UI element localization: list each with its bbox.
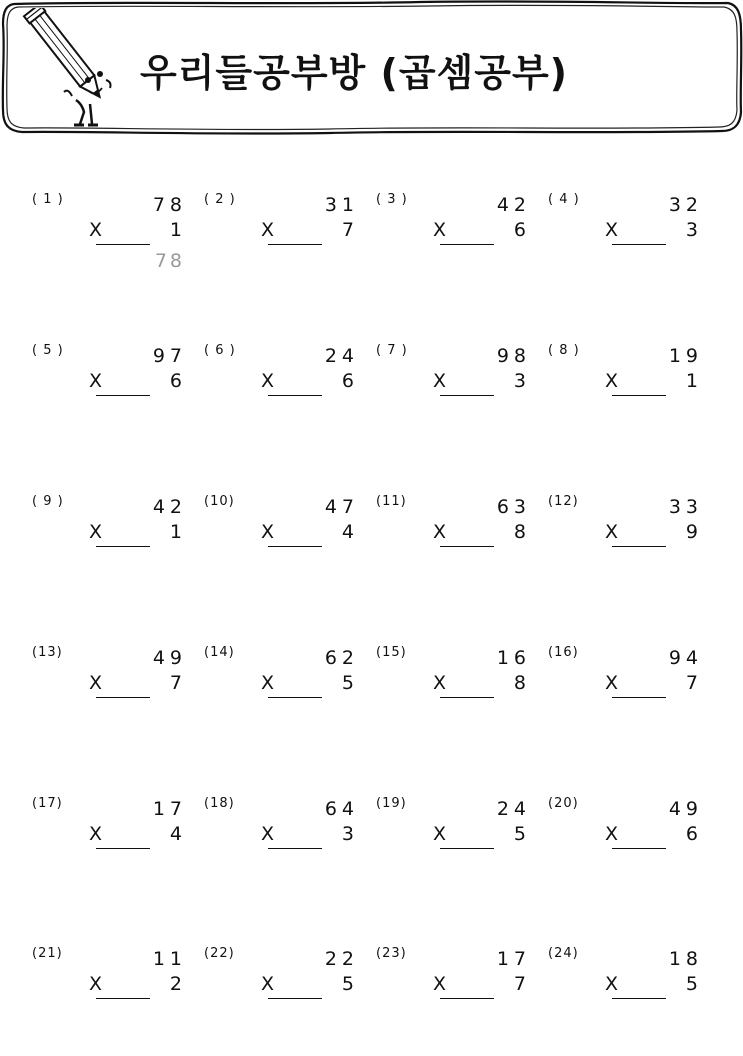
multiplicand: 19 — [668, 345, 703, 367]
multiply-sign: X — [433, 973, 447, 995]
problem-item — [548, 494, 718, 604]
problem-number: (23) — [376, 946, 407, 961]
multiply-sign: X — [605, 973, 619, 995]
problem-item — [548, 946, 718, 1056]
multiplier: 6 — [169, 370, 182, 392]
problem-number: (12) — [548, 494, 579, 509]
problem-item — [376, 343, 546, 453]
multiply-sign: X — [89, 973, 103, 995]
multiplier: 5 — [513, 823, 526, 845]
multiplicand: 64 — [324, 798, 359, 820]
multiply-sign: X — [89, 219, 103, 241]
problem-number: (17) — [32, 796, 63, 811]
multiplier: 3 — [685, 219, 698, 241]
multiplier: 5 — [341, 973, 354, 995]
answer-line — [612, 998, 666, 999]
problem-number: (16) — [548, 645, 579, 660]
multiply-sign: X — [605, 672, 619, 694]
multiplicand: 33 — [668, 496, 703, 518]
problem-number: ( 1 ) — [32, 192, 64, 207]
problem-item — [32, 946, 202, 1056]
multiplicand: 49 — [152, 647, 187, 669]
multiply-sign: X — [605, 219, 619, 241]
problem-number: ( 7 ) — [376, 343, 408, 358]
answer-field[interactable]: 78 — [154, 250, 185, 272]
problem-number: (19) — [376, 796, 407, 811]
problem-item — [204, 192, 374, 302]
problem-item — [204, 645, 374, 755]
multiply-sign: X — [89, 823, 103, 845]
multiplicand: 32 — [668, 194, 703, 216]
problem-number: (14) — [204, 645, 235, 660]
problem-item — [376, 645, 546, 755]
page-title: 우리들공부방 (곱셈공부) — [140, 51, 569, 95]
multiplicand: 78 — [152, 194, 187, 216]
multiplicand: 42 — [152, 496, 187, 518]
problem-item — [32, 343, 202, 453]
answer-line — [96, 848, 150, 849]
problem-item — [204, 343, 374, 453]
problem-number: (10) — [204, 494, 235, 509]
multiplier: 8 — [513, 521, 526, 543]
problem-number: ( 2 ) — [204, 192, 236, 207]
answer-line — [96, 998, 150, 999]
answer-line — [268, 395, 322, 396]
multiplicand: 24 — [324, 345, 359, 367]
multiply-sign: X — [605, 823, 619, 845]
multiplier: 5 — [685, 973, 698, 995]
problem-number: (11) — [376, 494, 407, 509]
multiplier: 4 — [341, 521, 354, 543]
multiplicand: 49 — [668, 798, 703, 820]
multiplier: 7 — [513, 973, 526, 995]
answer-line — [612, 244, 666, 245]
problem-number: ( 5 ) — [32, 343, 64, 358]
answer-line — [440, 848, 494, 849]
answer-line — [440, 697, 494, 698]
answer-line — [268, 546, 322, 547]
answer-line — [96, 244, 150, 245]
problem-item — [32, 645, 202, 755]
answer-line — [268, 244, 322, 245]
answer-line — [612, 697, 666, 698]
problem-item — [204, 946, 374, 1056]
problem-number: (18) — [204, 796, 235, 811]
multiply-sign: X — [605, 370, 619, 392]
problem-number: (24) — [548, 946, 579, 961]
problem-item — [32, 192, 202, 302]
answer-line — [268, 848, 322, 849]
answer-line — [440, 998, 494, 999]
answer-line — [96, 546, 150, 547]
multiplier: 1 — [685, 370, 698, 392]
answer-line — [268, 998, 322, 999]
multiplier: 1 — [169, 219, 182, 241]
problem-item — [376, 494, 546, 604]
problem-number: (13) — [32, 645, 63, 660]
answer-line — [612, 395, 666, 396]
multiplier: 6 — [341, 370, 354, 392]
problem-item — [32, 796, 202, 906]
multiplier: 6 — [685, 823, 698, 845]
multiplier: 3 — [341, 823, 354, 845]
multiply-sign: X — [89, 370, 103, 392]
problem-number: ( 8 ) — [548, 343, 580, 358]
multiply-sign: X — [433, 370, 447, 392]
answer-line — [96, 395, 150, 396]
multiplier: 6 — [513, 219, 526, 241]
multiplier: 8 — [513, 672, 526, 694]
multiply-sign: X — [261, 219, 275, 241]
multiplicand: 42 — [496, 194, 531, 216]
multiply-sign: X — [89, 672, 103, 694]
problem-item — [376, 796, 546, 906]
problem-item — [204, 494, 374, 604]
multiplicand: 22 — [324, 948, 359, 970]
problem-item — [548, 645, 718, 755]
problem-number: (21) — [32, 946, 63, 961]
multiplicand: 62 — [324, 647, 359, 669]
multiplier: 5 — [341, 672, 354, 694]
multiplier: 2 — [169, 973, 182, 995]
problem-item — [548, 796, 718, 906]
multiplicand: 31 — [324, 194, 359, 216]
multiplicand: 97 — [152, 345, 187, 367]
answer-line — [440, 395, 494, 396]
multiplier: 7 — [341, 219, 354, 241]
problem-number: ( 3 ) — [376, 192, 408, 207]
answer-line — [440, 546, 494, 547]
answer-line — [440, 244, 494, 245]
multiplicand: 17 — [496, 948, 531, 970]
multiplicand: 18 — [668, 948, 703, 970]
multiply-sign: X — [261, 823, 275, 845]
multiplicand: 47 — [324, 496, 359, 518]
problem-number: ( 4 ) — [548, 192, 580, 207]
multiplier: 1 — [169, 521, 182, 543]
multiplier: 7 — [169, 672, 182, 694]
answer-line — [96, 697, 150, 698]
multiply-sign: X — [433, 823, 447, 845]
multiply-sign: X — [433, 672, 447, 694]
problem-number: (15) — [376, 645, 407, 660]
multiplier: 4 — [169, 823, 182, 845]
answer-line — [612, 848, 666, 849]
multiply-sign: X — [433, 521, 447, 543]
multiplicand: 63 — [496, 496, 531, 518]
problem-number: ( 6 ) — [204, 343, 236, 358]
multiply-sign: X — [433, 219, 447, 241]
multiplier: 3 — [513, 370, 526, 392]
multiplicand: 17 — [152, 798, 187, 820]
problem-number: (22) — [204, 946, 235, 961]
multiply-sign: X — [261, 672, 275, 694]
problem-item — [548, 192, 718, 302]
answer-line — [268, 697, 322, 698]
problem-number: (20) — [548, 796, 579, 811]
multiplicand: 11 — [152, 948, 187, 970]
multiplicand: 16 — [496, 647, 531, 669]
multiply-sign: X — [261, 521, 275, 543]
multiplier: 7 — [685, 672, 698, 694]
problem-item — [32, 494, 202, 604]
multiply-sign: X — [261, 370, 275, 392]
problem-item — [376, 946, 546, 1056]
multiply-sign: X — [89, 521, 103, 543]
problem-item — [376, 192, 546, 302]
multiplier: 9 — [685, 521, 698, 543]
multiplicand: 24 — [496, 798, 531, 820]
multiplicand: 94 — [668, 647, 703, 669]
answer-line — [612, 546, 666, 547]
problem-item — [548, 343, 718, 453]
multiply-sign: X — [261, 973, 275, 995]
multiply-sign: X — [605, 521, 619, 543]
multiplicand: 98 — [496, 345, 531, 367]
problem-number: ( 9 ) — [32, 494, 64, 509]
problem-item — [204, 796, 374, 906]
